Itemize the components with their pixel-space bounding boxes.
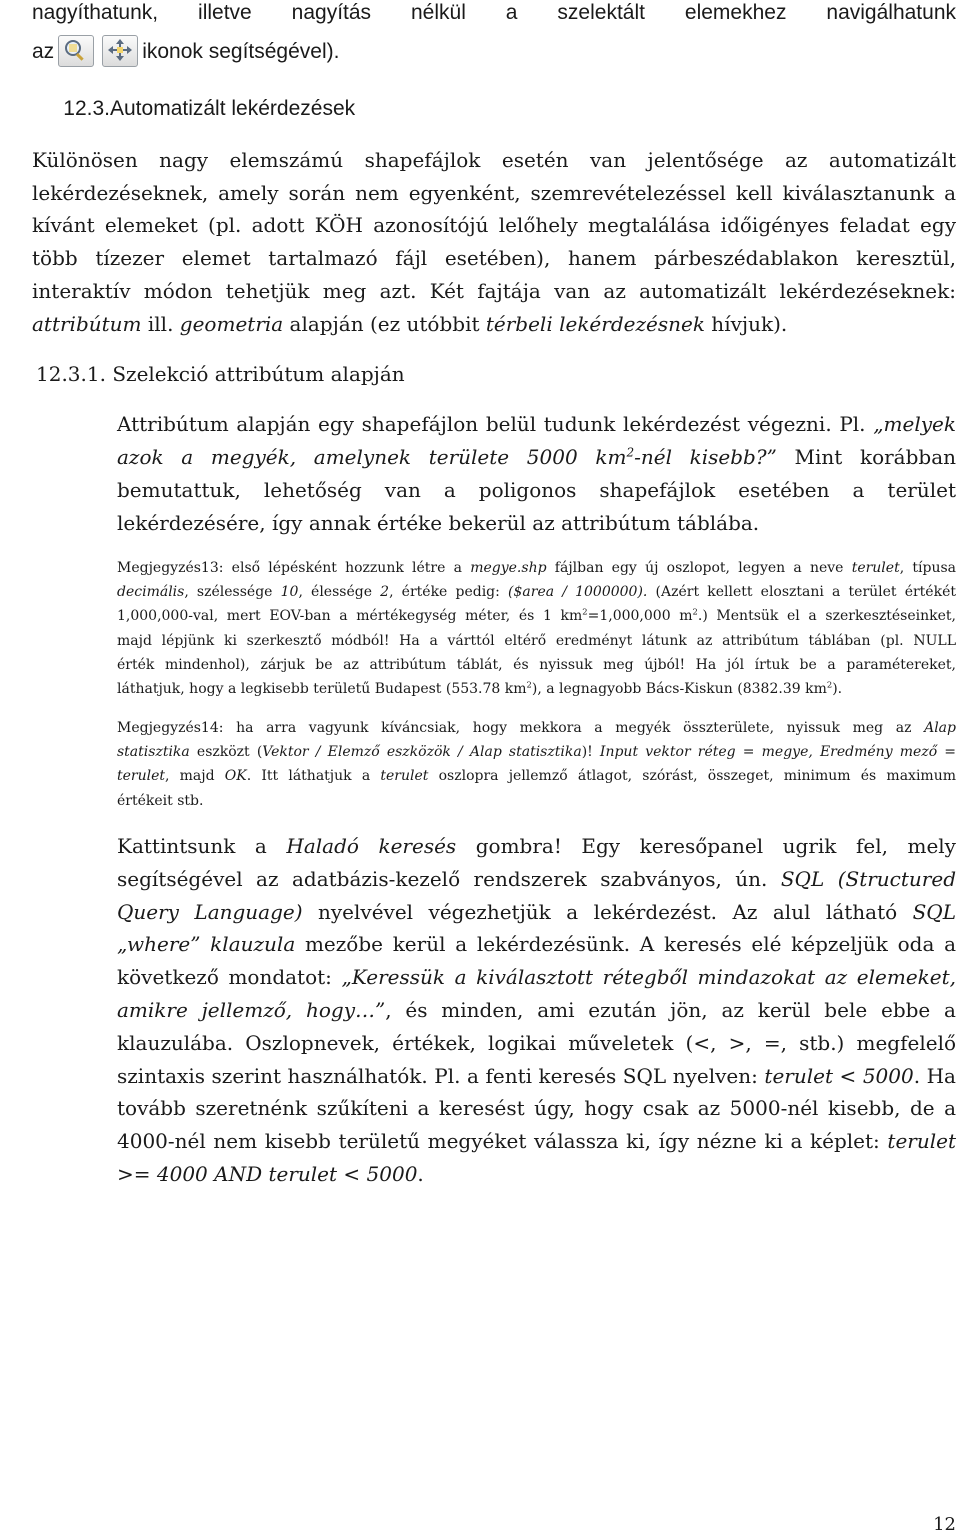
p3-line: Query Language) nyelvével végezhetjük a lekérdezést. Az alul látható SQL xyxy=(117,899,956,924)
note14-line: értékeit stb. xyxy=(117,792,204,809)
p3-line: klauzulába. Oszlopnevek, értékek, logikai műveletek (<, >, =, stb.) megfelelő xyxy=(117,1030,956,1055)
pan-to-selection-icon xyxy=(102,35,138,67)
note13-line: láthatjuk, hogy a legkisebb területű Budapest (553.78 $km^2$), a legnagyobb Bács-Kiskun (8382.39 $km^2$). xyxy=(117,679,843,698)
p1-line: több tízezer elemet tartalmazó fájl esetében), hanem párbeszédablakon keresztül, xyxy=(32,246,956,271)
p3-line: tovább szeretnénk szűkíteni a keresést úgy, hogy csak az 5000-nél kisebb, de a xyxy=(117,1096,956,1121)
note13-line: decimális, szélessége 10, élessége 2, értéke pedig: ($area / 1000000). (Azért kellett elosztani a terület értékét xyxy=(117,584,956,601)
intro-az: az xyxy=(32,40,55,63)
note13-line: 1,000,000-val, mert EOV-ban a mértékegység méter, és 1 $km^2=1,000,000$ $m^2$.) Mentsük el a szerkesztéseinket, xyxy=(117,606,956,625)
section-title: Automatizált lekérdezések xyxy=(110,97,356,120)
p1-line: attribútum ill. geometria alapján (ez utóbbit térbeli lekérdezésnek hívjuk). xyxy=(32,311,788,336)
p2-line: bemutattuk, lehetőség van a poligonos shapefájlok esetében a terület xyxy=(117,478,956,502)
paragraph-2 xyxy=(117,408,956,540)
intro-line-2 xyxy=(32,30,956,74)
p1-line: interaktív módon tehetjük meg azt. Két fajtája van az automatizált lekérdezéseknek: xyxy=(32,278,956,303)
note14-line: statisztika eszközt (Vektor / Elemző eszközök / Alap statisztika)! Input vektor réteg = megye, Eredmény mező = xyxy=(117,744,956,761)
p3-line: segítségével az adatbázis-kezelő rendszerek szabványos, ún. SQL (Structured xyxy=(117,866,956,891)
p3-line: „where” klauzula mezőbe kerül a lekérdezésünk. A keresés elé képzeljük oda a xyxy=(117,932,957,957)
p3-line: 4000-nél nem kisebb területű megyéket válassza ki, így nézne ki a képlet: terulet xyxy=(117,1129,956,1154)
note13-line: Megjegyzés13: első lépésként hozzunk létre a megye.shp fájlban egy új oszlopot, legyen a neve terulet, típusa xyxy=(117,560,956,576)
note-14 xyxy=(117,716,956,813)
p3-line: szintaxis szerint használhatók. Pl. a fenti keresés SQL nyelven: terulet < 5000. Ha xyxy=(117,1063,956,1088)
paragraph-3 xyxy=(117,830,956,1191)
p2-line: Attribútum alapján egy shapefájlon belül tudunk lekérdezést végezni. Pl. „melyek xyxy=(117,412,956,436)
p1-line: lekérdezéseknek, amely során nem egyenként, szemrevételezéssel kell kiválasztanunk a xyxy=(32,180,956,205)
intro-line-1: nagyíthatunk, illetve nagyítás nélkül a szelektált elemekhez navigálhatunk xyxy=(32,1,956,24)
section-heading-12-3 xyxy=(0,95,940,123)
p1-line: kívánt elemeket (pl. adott KÖH azonosítójú lelőhely megtalálása időigényes feladat egy xyxy=(32,213,956,238)
p3-line: Kattintsunk a Haladó keresés gombra! Egy keresőpanel ugrik fel, mely xyxy=(117,834,956,858)
note14-line: terulet, majd OK. Itt láthatjuk a terulet oszlopra jellemző átlagot, szórást, összeget, minimum és maximum xyxy=(117,768,956,785)
intro-after-icons: ikonok segítségével). xyxy=(142,40,340,63)
note14-line: Megjegyzés14: ha arra vagyunk kíváncsiak, hogy mekkora a megyék összterülete, nyissuk meg az Alap xyxy=(117,720,956,736)
note-13 xyxy=(117,556,956,701)
p2-line: azok a megyék, amelynek területe 5000 $km^2$-nél kisebb?” Mint korábban xyxy=(117,445,957,469)
section-heading-12-3-1: 12.3.1. Szelekció attribútum alapján xyxy=(36,362,405,386)
page-number: 12 xyxy=(933,1514,956,1535)
paragraph-1 xyxy=(32,144,956,340)
p1-line: Különösen nagy elemszámú shapefájlok esetén van jelentősége az automatizált xyxy=(32,148,956,172)
p3-line: amikre jellemző, hogy…”, és minden, ami ezután jön, az kerül bele ebbe a xyxy=(117,997,956,1022)
zoom-to-selection-icon xyxy=(58,35,94,67)
p3-line: következő mondatot: „Keressük a kiválasztott rétegből mindazokat az elemeket, xyxy=(117,965,956,990)
note13-line: majd lépjünk ki szerkesztő módból! Ha a várttól eltérő eredményt látunk az attribútum táblában (pl. NULL xyxy=(117,632,956,649)
note13-line: érték mindenhol), zárjuk be az attribútum táblát, és nyissuk meg újból! Ha jól írtuk be a paramétereket, xyxy=(117,656,956,673)
p2-line: lekérdezésére, így annak értéke bekerül az attribútum táblába. xyxy=(117,511,760,535)
section-number: 12.3. xyxy=(63,97,110,120)
p3-line: >= 4000 AND terulet < 5000. xyxy=(117,1161,424,1186)
